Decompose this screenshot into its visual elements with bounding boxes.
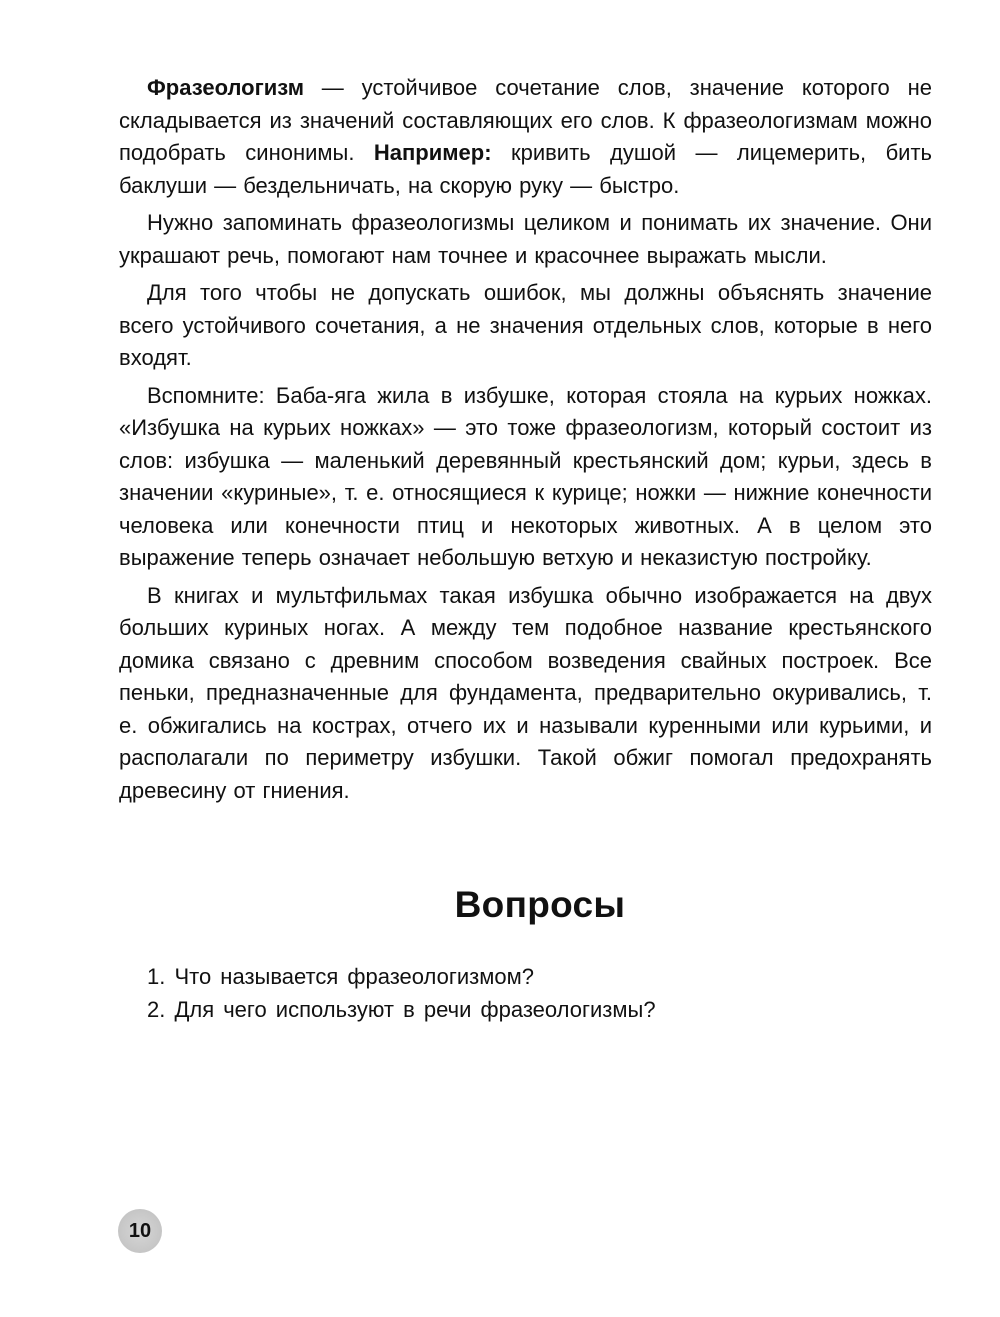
- paragraph-baba-yaga: Вспомните: Баба-яга жила в избушке, которая стояла на курьих ножках. «Избушка на курьих ножках» — это тоже фразеологизм, который состоит из слов: избушка — маленький деревянный крестьянский дом; курьи, здесь в значении «куриные», т. е. относящиеся к курице; ножки — нижние конечности человека или конечности птиц и некоторых животных. А в целом это выражение теперь означает небольшую ветхую и неказистую постройку.: [119, 382, 932, 570]
- questions-heading: Вопросы: [454, 884, 626, 925]
- question-item: 1. Что называется фразеологизмом?: [147, 964, 534, 989]
- paragraph-memorize: Нужно запоминать фразеологизмы целиком и понимать их значение. Они украшают речь, помогают нам точнее и красочнее выражать мысли.: [119, 210, 932, 268]
- paragraph-definition: [119, 72, 932, 202]
- paragraph-meaning: Для того чтобы не допускать ошибок, мы должны объяснять значение всего устойчивого сочетания, а не значения отдельных слов, которые в него входят.: [119, 280, 932, 370]
- question-item: 2. Для чего используют в речи фразеологизмы?: [147, 997, 656, 1022]
- definition-text: — устойчивое сочетание слов, значение которого не складывается из значений составляющих его слов. К фразеологизмам можно подобрать синонимы.: [119, 75, 932, 165]
- example-label: Например:: [373, 140, 492, 165]
- questions-list: [147, 960, 927, 1026]
- paragraph-hut-origin: В книгах и мультфильмах такая избушка обычно изображается на двух больших куриных ногах. А между тем подобное название крестьянского домика связано с древним способом возведения свайных построек. Все пеньки, предназначенные для фундамента, предварительно окуривались, т. е. обжигались на кострах, отчего их и называли куренными или курьими, и располагали по периметру избушки. Такой обжиг помогал предохранять древесину от гниения.: [119, 582, 932, 803]
- article-body: [119, 72, 932, 812]
- page-number-badge: 10: [118, 1209, 162, 1253]
- term-bold: Фразеологизм: [147, 75, 304, 100]
- example-text: кривить душой — лицемерить, бить баклуши — бездельничать, на скорую руку — быстро.: [119, 140, 932, 198]
